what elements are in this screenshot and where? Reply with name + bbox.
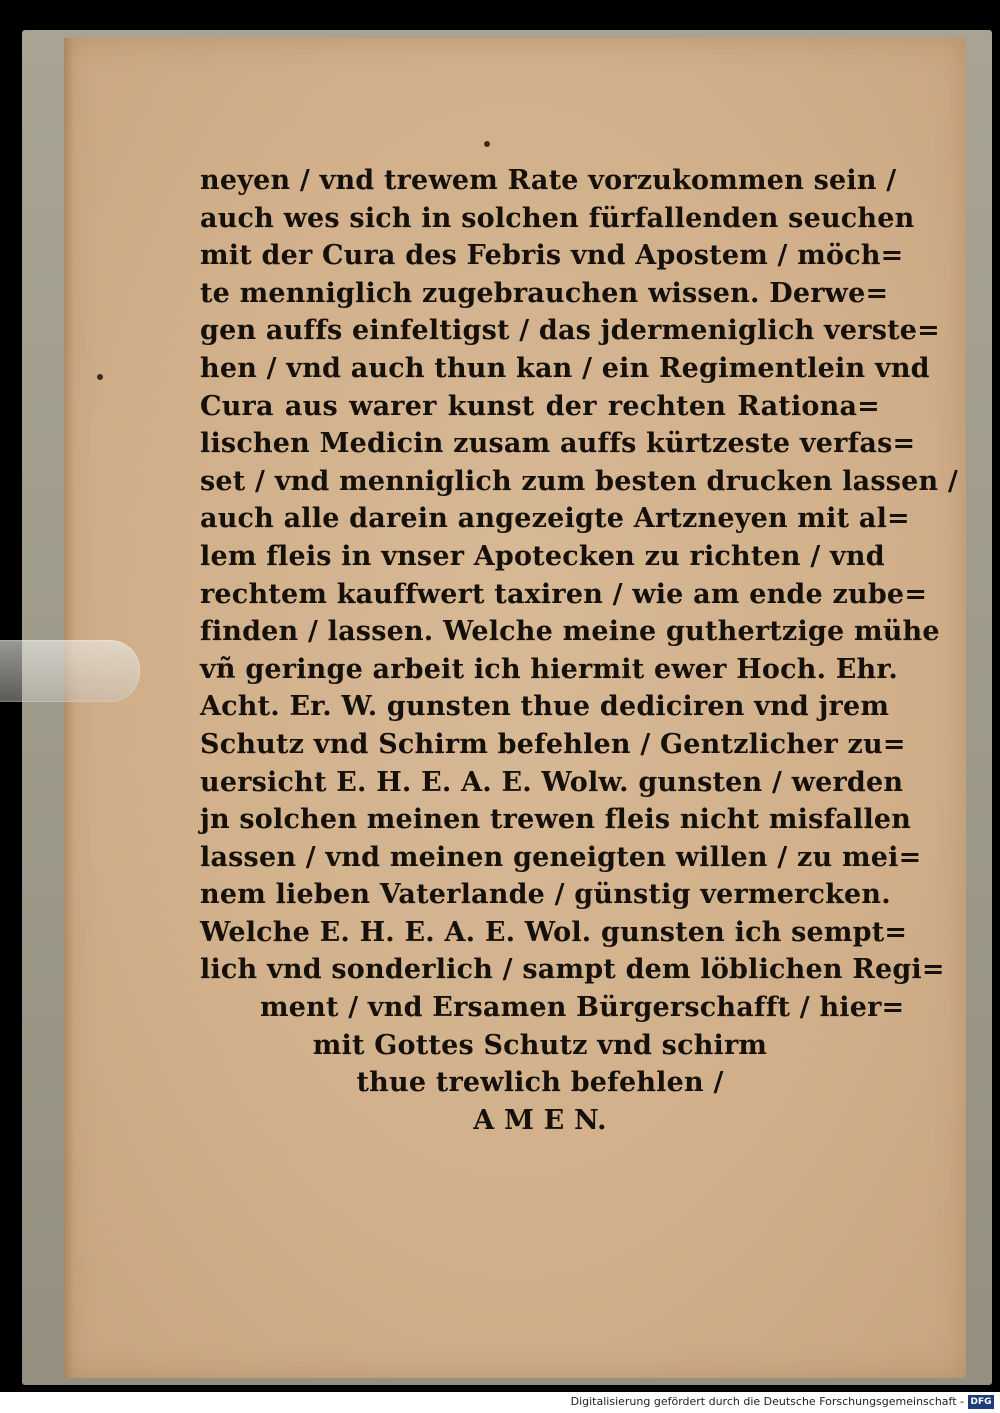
page-shadow [64, 38, 74, 1378]
text-line: lich vnd sonderlich / sampt dem löblichen Regi= [200, 954, 945, 986]
text-line: mit der Cura des Febris vnd Apostem / möch= [200, 240, 904, 272]
text-line: hen / vnd auch thun kan / ein Regimentlein vnd [200, 352, 930, 384]
text-line: Schutz vnd Schirm befehlen / Gentzlicher zu= [200, 728, 906, 760]
text-line: gen auffs einfeltigst / das jdermeniglich verste= [200, 315, 940, 347]
text-line: Cura aus warer kunst der rechten Rationa= [200, 390, 880, 422]
text-line: thue trewlich befehlen / [356, 1067, 724, 1099]
text-line: uersicht E. H. E. A. E. Wolw. gunsten / werden [200, 766, 904, 798]
text-line: neyen / vnd trewem Rate vorzukommen sein / [200, 165, 897, 196]
text-line: Acht. Er. W. gunsten thue dediciren vnd jrem [200, 691, 890, 723]
ink-dot [484, 141, 490, 147]
text-line: set / vnd menniglich zum besten drucken lassen / [200, 465, 959, 497]
text-line: jn solchen meinen trewen fleis nicht misfallen [200, 804, 912, 836]
plastic-clip [0, 640, 140, 702]
text-line: lassen / vnd meinen geneigten willen / zu mei= [200, 841, 922, 873]
text-line: nem lieben Vaterlande / günstig vermercken. [200, 879, 891, 911]
text-line: vñ geringe arbeit ich hiermit ewer Hoch. Ehr. [200, 653, 898, 685]
text-line: ment / vnd Ersamen Bürgerschafft / hier= [260, 992, 905, 1024]
text-line: auch wes sich in solchen fürfallenden seuchen [200, 202, 915, 234]
text-line: Welche E. H. E. A. E. Wol. gunsten ich sempt= [200, 916, 908, 948]
text-line: lem fleis in vnser Apotecken zu richten / vnd [200, 540, 885, 572]
text-line: rechtem kauffwert taxiren / wie am ende zube= [200, 578, 928, 610]
text-line: lischen Medicin zusam auffs kürtzeste verfas= [200, 428, 916, 460]
dfg-logo-icon: DFG [968, 1395, 994, 1409]
funding-notice: Digitalisierung gefördert durch die Deutsche Forschungsgemeinschaft - [570, 1395, 964, 1408]
text-line: mit Gottes Schutz vnd schirm [312, 1029, 768, 1061]
text-line: auch alle darein angezeigte Artzneyen mit al= [200, 503, 910, 535]
ink-dot [97, 374, 103, 380]
footer-bar [0, 1392, 1000, 1413]
text-line: finden / lassen. Welche meine guthertzige mühe [200, 616, 940, 648]
closing-amen: A M E N. [473, 1104, 607, 1136]
printed-text [200, 162, 959, 1139]
text-line: te menniglich zugebrauchen wissen. Derwe= [200, 277, 889, 309]
